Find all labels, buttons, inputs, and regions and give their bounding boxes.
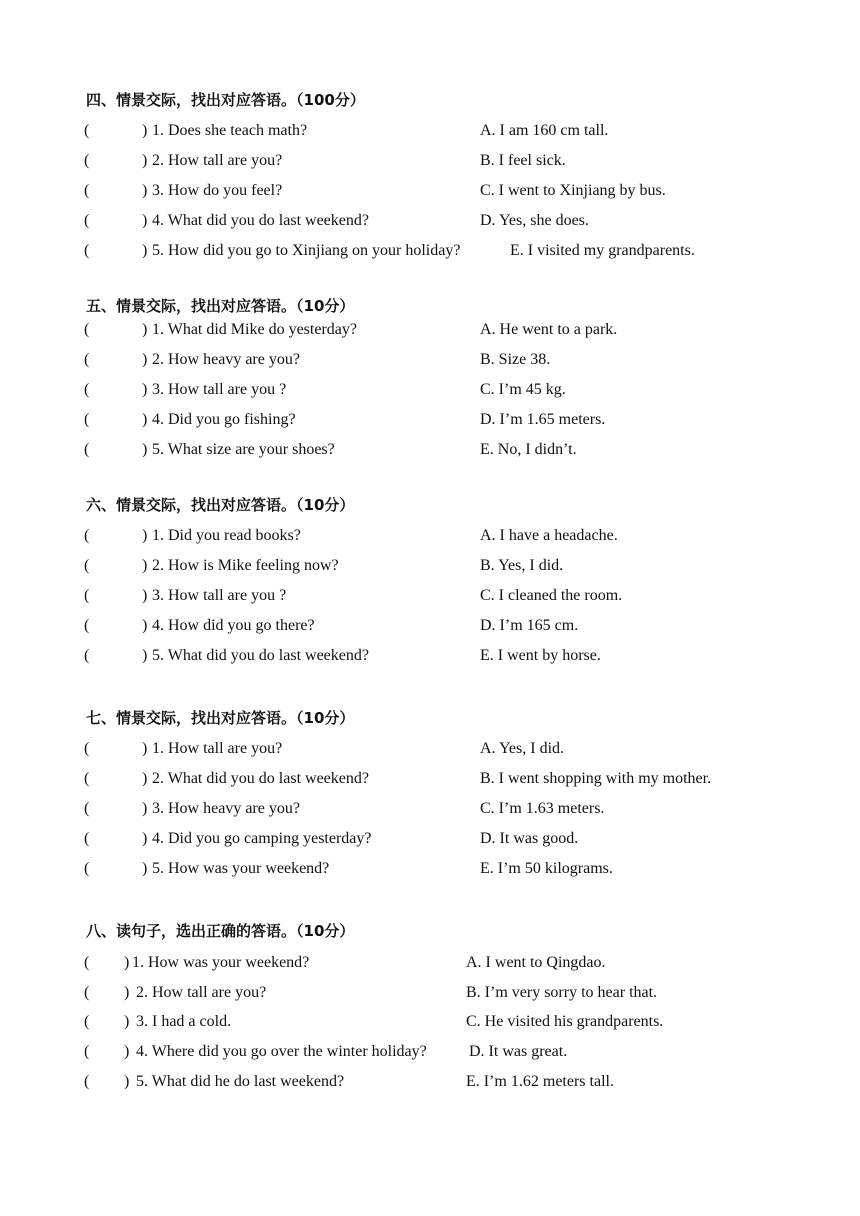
question-row (0, 239, 860, 263)
answer-option: D. It was great. (469, 1043, 568, 1060)
answer-blank[interactable] (84, 239, 150, 263)
question-text: 4. How did you go there? (152, 617, 315, 634)
paren-open: ( (84, 984, 90, 1001)
question-text: 2. How heavy are you? (152, 351, 300, 368)
answer-option: E. I went by horse. (480, 647, 601, 664)
answer-blank[interactable] (84, 524, 150, 548)
answer-option: E. I’m 1.62 meters tall. (466, 1073, 614, 1090)
question-text: 5. What size are your shoes? (152, 441, 335, 458)
question-text: 3. How heavy are you? (152, 800, 300, 817)
paren-close: ) (142, 122, 148, 139)
answer-blank[interactable] (84, 149, 150, 173)
question-row (0, 857, 860, 881)
paren-open: ( (84, 617, 90, 634)
paren-close: ) (142, 152, 148, 169)
paren-close: ) (142, 800, 148, 817)
paren-close: ) (142, 617, 148, 634)
paren-close: ) (142, 860, 148, 877)
answer-option: A. He went to a park. (480, 321, 618, 338)
paren-close: ) (142, 351, 148, 368)
question-row (0, 951, 860, 975)
answer-option: B. I went shopping with my mother. (480, 770, 712, 787)
paren-close: ) (124, 1043, 130, 1060)
answer-option: E. I’m 50 kilograms. (480, 860, 613, 877)
question-text: 1. How was your weekend? (132, 954, 310, 971)
answer-blank[interactable] (84, 951, 130, 975)
question-text: 5. How did you go to Xinjiang on your holiday? (152, 242, 461, 259)
paren-open: ( (84, 381, 90, 398)
question-text: 1. What did Mike do yesterday? (152, 321, 357, 338)
answer-option: B. I’m very sorry to hear that. (466, 984, 658, 1001)
answer-option: C. I’m 45 kg. (480, 381, 566, 398)
question-row (0, 438, 860, 462)
paren-open: ( (84, 182, 90, 199)
paren-close: ) (142, 740, 148, 757)
answer-option: B. Size 38. (480, 351, 551, 368)
paren-open: ( (84, 527, 90, 544)
paren-open: ( (84, 242, 90, 259)
paren-open: ( (84, 152, 90, 169)
paren-close: ) (142, 212, 148, 229)
answer-blank[interactable] (84, 348, 150, 372)
question-text: 5. How was your weekend? (152, 860, 330, 877)
answer-option: C. I went to Xinjiang by bus. (480, 182, 666, 199)
question-text: 3. I had a cold. (136, 1013, 232, 1030)
question-row (0, 767, 860, 791)
answer-option: A. I am 160 cm tall. (480, 122, 609, 139)
answer-blank[interactable] (84, 438, 150, 462)
question-row (0, 981, 860, 1005)
question-row (0, 209, 860, 233)
paren-close: ) (124, 1013, 130, 1030)
question-text: 5. What did he do last weekend? (136, 1073, 345, 1090)
question-text: 3. How tall are you ? (152, 381, 287, 398)
question-row (0, 318, 860, 342)
answer-blank[interactable] (84, 179, 150, 203)
answer-option: A. I have a headache. (480, 527, 618, 544)
answer-option: D. I’m 1.65 meters. (480, 411, 606, 428)
answer-option: D. It was good. (480, 830, 579, 847)
question-text: 3. How do you feel? (152, 182, 283, 199)
paren-open: ( (84, 321, 90, 338)
section-title: 七、情景交际，找出对应答语。（10分） (86, 709, 355, 727)
answer-blank[interactable] (84, 119, 150, 143)
answer-blank[interactable] (84, 554, 150, 578)
answer-option: C. He visited his grandparents. (466, 1013, 664, 1030)
question-row (0, 119, 860, 143)
question-text: 2. What did you do last weekend? (152, 770, 369, 787)
answer-option: C. I cleaned the room. (480, 587, 623, 604)
question-text: 5. What did you do last weekend? (152, 647, 369, 664)
answer-blank[interactable] (84, 857, 150, 881)
answer-blank[interactable] (84, 408, 150, 432)
section-title: 六、情景交际，找出对应答语。（10分） (86, 496, 355, 514)
answer-option: A. Yes, I did. (480, 740, 565, 757)
paren-open: ( (84, 647, 90, 664)
paren-close: ) (142, 182, 148, 199)
answer-option: C. I’m 1.63 meters. (480, 800, 605, 817)
answer-blank[interactable] (84, 981, 130, 1005)
question-text: 4. Did you go camping yesterday? (152, 830, 372, 847)
paren-close: ) (142, 441, 148, 458)
question-text: 2. How tall are you? (152, 152, 283, 169)
question-text: 1. Did you read books? (152, 527, 301, 544)
question-text: 4. Did you go fishing? (152, 411, 296, 428)
question-row (0, 408, 860, 432)
answer-blank[interactable] (84, 378, 150, 402)
paren-open: ( (84, 411, 90, 428)
answer-blank[interactable] (84, 1070, 130, 1094)
question-text: 1. How tall are you? (152, 740, 283, 757)
question-row (0, 1070, 860, 1094)
paren-close: ) (142, 770, 148, 787)
question-text: 3. How tall are you ? (152, 587, 287, 604)
paren-open: ( (84, 587, 90, 604)
answer-option: E. No, I didn’t. (480, 441, 577, 458)
answer-blank[interactable] (84, 797, 150, 821)
paren-open: ( (84, 557, 90, 574)
paren-open: ( (84, 1013, 90, 1030)
paren-close: ) (142, 647, 148, 664)
question-text: 2. How is Mike feeling now? (152, 557, 339, 574)
answer-option: D. I’m 165 cm. (480, 617, 579, 634)
section-title: 五、情景交际，找出对应答语。（10分） (86, 297, 355, 315)
paren-open: ( (84, 954, 90, 971)
answer-blank[interactable] (84, 1010, 130, 1034)
question-text: 1. Does she teach math? (152, 122, 308, 139)
question-text: 4. Where did you go over the winter holiday? (136, 1043, 427, 1060)
question-row (0, 1040, 860, 1064)
answer-option: B. I feel sick. (480, 152, 566, 169)
answer-blank[interactable] (84, 767, 150, 791)
paren-open: ( (84, 740, 90, 757)
answer-blank[interactable] (84, 614, 150, 638)
paren-close: ) (124, 1073, 130, 1090)
paren-open: ( (84, 1043, 90, 1060)
question-row (0, 378, 860, 402)
paren-close: ) (142, 587, 148, 604)
question-row (0, 149, 860, 173)
paren-open: ( (84, 212, 90, 229)
paren-open: ( (84, 860, 90, 877)
paren-open: ( (84, 830, 90, 847)
answer-option: B. Yes, I did. (480, 557, 564, 574)
question-row (0, 827, 860, 851)
paren-close: ) (142, 242, 148, 259)
answer-blank[interactable] (84, 827, 150, 851)
paren-open: ( (84, 770, 90, 787)
answer-blank[interactable] (84, 1040, 130, 1064)
paren-open: ( (84, 800, 90, 817)
question-row (0, 614, 860, 638)
section-title: 四、情景交际，找出对应答语。（100分） (86, 91, 365, 109)
question-row (0, 584, 860, 608)
question-text: 4. What did you do last weekend? (152, 212, 369, 229)
question-row (0, 797, 860, 821)
question-text: 2. How tall are you? (136, 984, 267, 1001)
answer-option: A. I went to Qingdao. (466, 954, 606, 971)
paren-close: ) (142, 830, 148, 847)
answer-blank[interactable] (84, 644, 150, 668)
section-title: 八、读句子，选出正确的答语。（10分） (86, 922, 355, 940)
answer-blank[interactable] (84, 318, 150, 342)
paren-close: ) (142, 381, 148, 398)
paren-close: ) (142, 527, 148, 544)
answer-option: D. Yes, she does. (480, 212, 589, 229)
paren-close: ) (142, 411, 148, 428)
question-row (0, 524, 860, 548)
paren-close: ) (124, 984, 130, 1001)
question-row (0, 1010, 860, 1034)
answer-option: E. I visited my grandparents. (510, 242, 695, 259)
answer-blank[interactable] (84, 209, 150, 233)
answer-blank[interactable] (84, 584, 150, 608)
question-row (0, 179, 860, 203)
question-row (0, 737, 860, 761)
answer-blank[interactable] (84, 737, 150, 761)
paren-close: ) (142, 557, 148, 574)
paren-open: ( (84, 441, 90, 458)
paren-open: ( (84, 1073, 90, 1090)
paren-close: ) (142, 321, 148, 338)
paren-close: ) (124, 954, 130, 971)
paren-open: ( (84, 351, 90, 368)
paren-open: ( (84, 122, 90, 139)
question-row (0, 554, 860, 578)
question-row (0, 644, 860, 668)
question-row (0, 348, 860, 372)
